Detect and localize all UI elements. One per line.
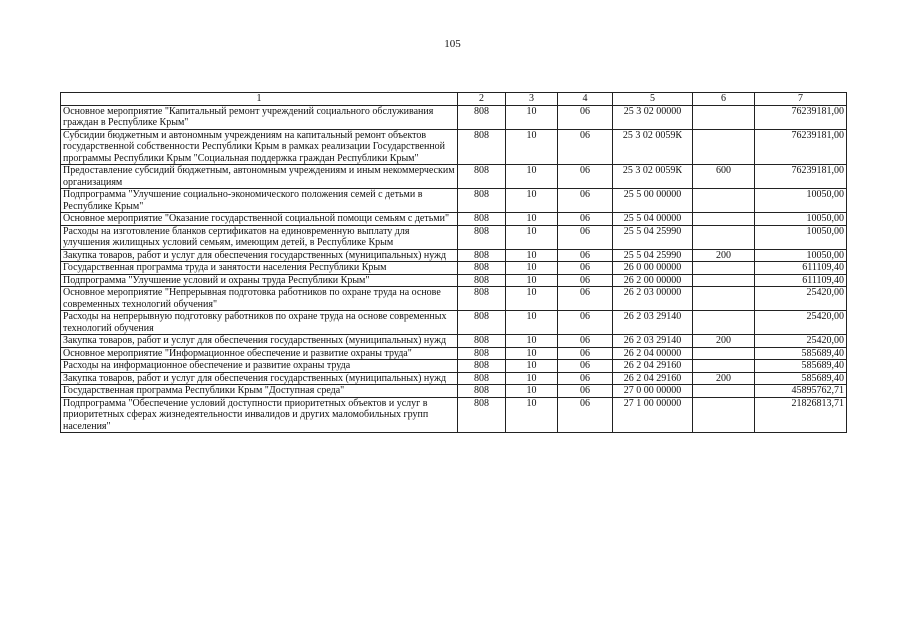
row-code-cell: 808 — [458, 347, 506, 360]
row-section-cell: 10 — [506, 262, 558, 275]
budget-table — [60, 92, 847, 433]
column-header: 2 — [458, 93, 506, 106]
table-row — [61, 347, 847, 360]
table-row — [61, 249, 847, 262]
table-row — [61, 262, 847, 275]
row-target-cell: 26 2 04 29160 — [613, 360, 693, 373]
row-name-cell: Закупка товаров, работ и услуг для обеспечения государственных (муниципальных) нужд — [61, 249, 458, 262]
column-header: 1 — [61, 93, 458, 106]
row-target-cell: 25 3 02 0059К — [613, 165, 693, 189]
row-target-cell: 26 2 04 00000 — [613, 347, 693, 360]
row-amount-cell: 611109,40 — [755, 262, 847, 275]
row-amount-cell: 585689,40 — [755, 372, 847, 385]
row-section-cell: 10 — [506, 189, 558, 213]
row-name-cell: Предоставление субсидий бюджетным, автономным учреждениям и иным некоммерческим организациям — [61, 165, 458, 189]
row-name-cell: Закупка товаров, работ и услуг для обеспечения государственных (муниципальных) нужд — [61, 335, 458, 348]
row-subsection-cell: 06 — [558, 274, 613, 287]
row-name-cell: Подпрограмма "Улучшение социально-экономического положения семей с детьми в Республике Крым" — [61, 189, 458, 213]
row-amount-cell: 25420,00 — [755, 287, 847, 311]
row-name-cell: Государственная программа Республики Крым "Доступная среда" — [61, 385, 458, 398]
column-header: 6 — [693, 93, 755, 106]
row-expense-type-cell — [693, 397, 755, 433]
table-row — [61, 372, 847, 385]
row-target-cell: 26 2 03 29140 — [613, 311, 693, 335]
row-target-cell: 26 2 03 29140 — [613, 335, 693, 348]
row-expense-type-cell — [693, 287, 755, 311]
column-header: 3 — [506, 93, 558, 106]
row-expense-type-cell — [693, 347, 755, 360]
row-expense-type-cell: 200 — [693, 335, 755, 348]
row-code-cell: 808 — [458, 249, 506, 262]
row-target-cell: 25 5 04 25990 — [613, 225, 693, 249]
table-row — [61, 274, 847, 287]
row-expense-type-cell — [693, 213, 755, 226]
row-amount-cell: 25420,00 — [755, 335, 847, 348]
row-code-cell: 808 — [458, 213, 506, 226]
row-subsection-cell: 06 — [558, 189, 613, 213]
row-code-cell: 808 — [458, 385, 506, 398]
row-name-cell: Расходы на изготовление бланков сертификатов на единовременную выплату для улучшения жилищных условий семьям, имеющим детей, в Республике Крым — [61, 225, 458, 249]
row-name-cell: Основное мероприятие "Непрерывная подготовка работников по охране труда на основе современных технологий обучения" — [61, 287, 458, 311]
row-name-cell: Основное мероприятие "Информационное обеспечение и развитие охраны труда" — [61, 347, 458, 360]
row-amount-cell: 10050,00 — [755, 213, 847, 226]
table-row — [61, 397, 847, 433]
row-subsection-cell: 06 — [558, 347, 613, 360]
row-code-cell: 808 — [458, 225, 506, 249]
row-amount-cell: 585689,40 — [755, 347, 847, 360]
column-header: 5 — [613, 93, 693, 106]
row-section-cell: 10 — [506, 105, 558, 129]
row-target-cell: 25 5 04 25990 — [613, 249, 693, 262]
header-row — [61, 93, 847, 106]
table-row — [61, 287, 847, 311]
row-code-cell: 808 — [458, 372, 506, 385]
row-code-cell: 808 — [458, 287, 506, 311]
row-target-cell: 27 0 00 00000 — [613, 385, 693, 398]
row-section-cell: 10 — [506, 372, 558, 385]
row-name-cell: Основное мероприятие "Капитальный ремонт учреждений социального обслуживания граждан в Республике Крым" — [61, 105, 458, 129]
row-section-cell: 10 — [506, 347, 558, 360]
row-code-cell: 808 — [458, 165, 506, 189]
row-code-cell: 808 — [458, 105, 506, 129]
row-amount-cell: 10050,00 — [755, 189, 847, 213]
row-target-cell: 26 0 00 00000 — [613, 262, 693, 275]
row-subsection-cell: 06 — [558, 262, 613, 275]
row-amount-cell: 45895762,71 — [755, 385, 847, 398]
row-target-cell: 26 2 03 00000 — [613, 287, 693, 311]
row-subsection-cell: 06 — [558, 372, 613, 385]
row-expense-type-cell: 200 — [693, 372, 755, 385]
row-subsection-cell: 06 — [558, 105, 613, 129]
row-section-cell: 10 — [506, 360, 558, 373]
row-expense-type-cell — [693, 129, 755, 165]
row-subsection-cell: 06 — [558, 397, 613, 433]
row-section-cell: 10 — [506, 165, 558, 189]
row-code-cell: 808 — [458, 311, 506, 335]
row-section-cell: 10 — [506, 129, 558, 165]
row-code-cell: 808 — [458, 397, 506, 433]
row-subsection-cell: 06 — [558, 165, 613, 189]
row-subsection-cell: 06 — [558, 287, 613, 311]
row-expense-type-cell — [693, 311, 755, 335]
row-code-cell: 808 — [458, 129, 506, 165]
table-row — [61, 129, 847, 165]
row-section-cell: 10 — [506, 397, 558, 433]
row-section-cell: 10 — [506, 385, 558, 398]
row-name-cell: Основное мероприятие "Оказание государственной социальной помощи семьям с детьми" — [61, 213, 458, 226]
row-subsection-cell: 06 — [558, 335, 613, 348]
row-target-cell: 25 5 00 00000 — [613, 189, 693, 213]
row-amount-cell: 10050,00 — [755, 249, 847, 262]
row-name-cell: Расходы на информационное обеспечение и развитие охраны труда — [61, 360, 458, 373]
row-section-cell: 10 — [506, 225, 558, 249]
row-subsection-cell: 06 — [558, 129, 613, 165]
row-expense-type-cell — [693, 274, 755, 287]
row-expense-type-cell — [693, 385, 755, 398]
table-row — [61, 311, 847, 335]
row-code-cell: 808 — [458, 262, 506, 275]
row-section-cell: 10 — [506, 335, 558, 348]
row-target-cell: 27 1 00 00000 — [613, 397, 693, 433]
row-expense-type-cell: 200 — [693, 249, 755, 262]
row-amount-cell: 585689,40 — [755, 360, 847, 373]
table-row — [61, 165, 847, 189]
row-subsection-cell: 06 — [558, 249, 613, 262]
row-name-cell: Субсидии бюджетным и автономным учреждениям на капитальный ремонт объектов государственной собственности Республики Крым в рамках реализации Государственной программы Республики Крым "Социальная поддержка граждан Республики Крым" — [61, 129, 458, 165]
row-section-cell: 10 — [506, 311, 558, 335]
row-target-cell: 25 3 02 0059К — [613, 129, 693, 165]
row-subsection-cell: 06 — [558, 360, 613, 373]
table-row — [61, 360, 847, 373]
column-header: 7 — [755, 93, 847, 106]
row-section-cell: 10 — [506, 249, 558, 262]
row-amount-cell: 76239181,00 — [755, 165, 847, 189]
row-name-cell: Подпрограмма "Улучшение условий и охраны труда Республики Крым" — [61, 274, 458, 287]
row-code-cell: 808 — [458, 335, 506, 348]
table-row — [61, 213, 847, 226]
row-target-cell: 26 2 00 00000 — [613, 274, 693, 287]
row-amount-cell: 611109,40 — [755, 274, 847, 287]
row-section-cell: 10 — [506, 274, 558, 287]
row-section-cell: 10 — [506, 287, 558, 311]
row-expense-type-cell — [693, 262, 755, 275]
row-amount-cell: 25420,00 — [755, 311, 847, 335]
page-number: 105 — [444, 38, 461, 50]
column-header: 4 — [558, 93, 613, 106]
row-subsection-cell: 06 — [558, 311, 613, 335]
table-row — [61, 105, 847, 129]
table-row — [61, 189, 847, 213]
row-name-cell: Государственная программа труда и занятости населения Республики Крым — [61, 262, 458, 275]
row-name-cell: Расходы на непрерывную подготовку работников по охране труда на основе современных технологий обучения — [61, 311, 458, 335]
row-expense-type-cell — [693, 225, 755, 249]
row-target-cell: 26 2 04 29160 — [613, 372, 693, 385]
row-expense-type-cell — [693, 105, 755, 129]
row-amount-cell: 21826813,71 — [755, 397, 847, 433]
row-code-cell: 808 — [458, 274, 506, 287]
row-name-cell: Закупка товаров, работ и услуг для обеспечения государственных (муниципальных) нужд — [61, 372, 458, 385]
table-row — [61, 385, 847, 398]
row-amount-cell: 76239181,00 — [755, 129, 847, 165]
row-expense-type-cell: 600 — [693, 165, 755, 189]
row-code-cell: 808 — [458, 189, 506, 213]
row-target-cell: 25 3 02 00000 — [613, 105, 693, 129]
row-amount-cell: 10050,00 — [755, 225, 847, 249]
row-target-cell: 25 5 04 00000 — [613, 213, 693, 226]
table-row — [61, 225, 847, 249]
row-subsection-cell: 06 — [558, 385, 613, 398]
row-code-cell: 808 — [458, 360, 506, 373]
row-subsection-cell: 06 — [558, 225, 613, 249]
row-name-cell: Подпрограмма "Обеспечение условий доступности приоритетных объектов и услуг в приоритетных сферах жизнедеятельности инвалидов и других маломобильных групп населения" — [61, 397, 458, 433]
row-amount-cell: 76239181,00 — [755, 105, 847, 129]
row-expense-type-cell — [693, 360, 755, 373]
row-expense-type-cell — [693, 189, 755, 213]
row-subsection-cell: 06 — [558, 213, 613, 226]
row-section-cell: 10 — [506, 213, 558, 226]
table-row — [61, 335, 847, 348]
